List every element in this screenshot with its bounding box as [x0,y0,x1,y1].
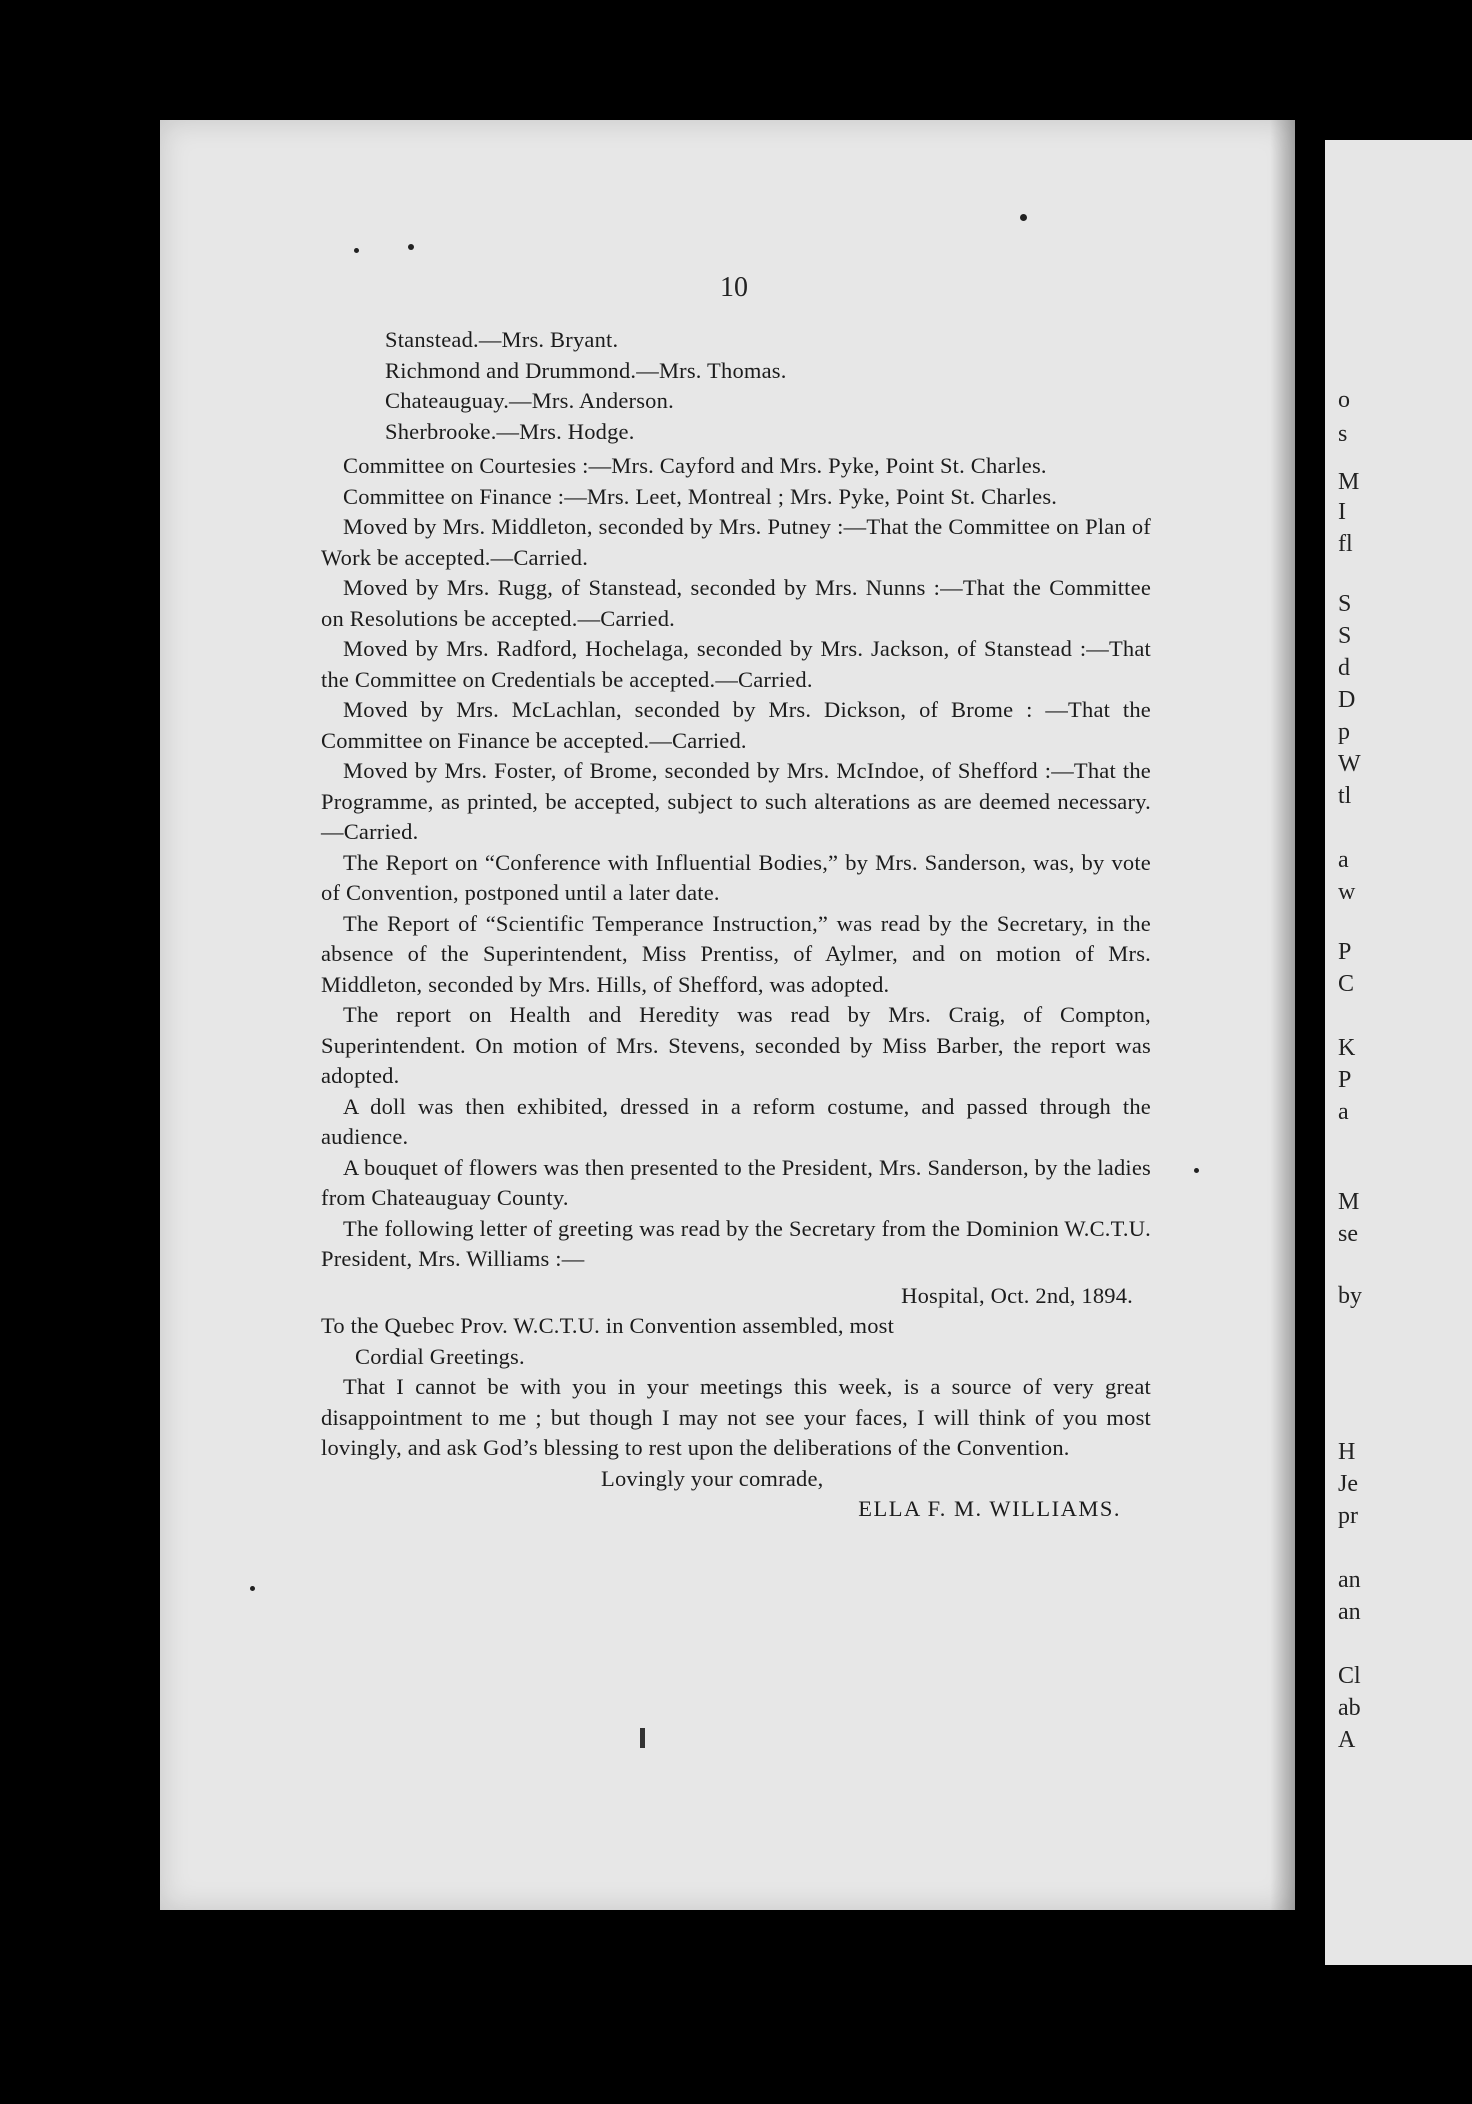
adjacent-page-fragment: p [1338,719,1350,745]
minutes-paragraph: Moved by Mrs. Middleton, seconded by Mrs. Putney :—That the Committee on Plan of Work be accepted.—Carried. [321,514,1151,570]
letter-greeting: Cordial Greetings. [355,1343,525,1369]
scan-speck [354,248,359,253]
adjacent-page-fragment: by [1338,1283,1362,1309]
adjacent-page-fragment: H [1338,1439,1356,1465]
minutes-paragraph: The following letter of greeting was read by the Secretary from the Dominion W.C.T.U. President, Mrs. Williams :— [321,1215,1151,1271]
adjacent-page-fragment: s [1338,421,1348,447]
county-line: Chateauguay.—Mrs. Anderson. [385,388,674,413]
adjacent-page-fragment: ab [1338,1695,1361,1721]
minutes-paragraph: The report on Health and Heredity was read by Mrs. Craig, of Compton, Superintendent. On motion of Mrs. Stevens, seconded by Miss Barber, the report was adopted. [321,1002,1151,1088]
adjacent-page-fragment: an [1338,1567,1361,1593]
adjacent-page-fragment: pr [1338,1503,1358,1529]
letter-dateline: Hospital, Oct. 2nd, 1894. [901,1282,1133,1308]
adjacent-page-fragment: tl [1338,783,1352,809]
letter-signature: ELLA F. M. WILLIAMS. [858,1496,1121,1521]
adjacent-page-fragment: d [1338,655,1350,681]
letter-body: That I cannot be with you in your meetings this week, is a source of very great disappointment to me ; but though I may not see your faces, I will think of you most lovingly, and ask God’s blessing to rest upon the deliberations of the Convention. [321,1374,1151,1460]
minutes-paragraph: Moved by Mrs. Radford, Hochelaga, seconded by Mrs. Jackson, of Stanstead :—That the Committee on Credentials be accepted.—Carried. [321,636,1151,692]
adjacent-page-fragment: P [1338,939,1352,965]
county-line: Richmond and Drummond.—Mrs. Thomas. [385,357,787,383]
adjacent-page-fragment: an [1338,1599,1361,1625]
adjacent-page-fragment: M [1338,1189,1360,1215]
adjacent-page-fragment: a [1338,847,1349,873]
scan-speck [1020,214,1027,221]
adjacent-page-fragment: D [1338,687,1356,713]
minutes-paragraph: The Report on “Conference with Influential Bodies,” by Mrs. Sanderson, was, by vote of Convention, postponed until a later date. [321,849,1151,905]
county-line: Sherbrooke.—Mrs. Hodge. [385,418,635,444]
adjacent-page [1325,140,1472,1965]
minutes-paragraph: A doll was then exhibited, dressed in a reform costume, and passed through the audience. [321,1093,1151,1149]
minutes-paragraph: Committee on Finance :—Mrs. Leet, Montreal ; Mrs. Pyke, Point St. Charles. [343,483,1058,509]
adjacent-page-fragment: S [1338,623,1352,649]
minutes-paragraph: Committee on Courtesies :—Mrs. Cayford and Mrs. Pyke, Point St. Charles. [343,453,1047,478]
letter-address: To the Quebec Prov. W.C.T.U. in Convention assembled, most [321,1313,895,1338]
minutes-paragraph: Moved by Mrs. Rugg, of Stanstead, seconded by Mrs. Nunns :—That the Committee on Resolutions be accepted.—Carried. [321,575,1151,631]
adjacent-page-fragment: K [1338,1035,1356,1061]
adjacent-page-fragment: I [1338,499,1346,525]
minutes-paragraph: A bouquet of flowers was then presented to the President, Mrs. Sanderson, by the ladies from Chateauguay County. [321,1154,1151,1210]
scan-speck [408,244,414,250]
adjacent-page-fragment: w [1338,879,1356,905]
adjacent-page-fragment: Je [1338,1471,1358,1497]
scan-mark [640,1728,645,1748]
adjacent-page-fragment: W [1338,751,1361,777]
adjacent-page-fragment: o [1338,387,1350,413]
page-gutter-shadow [1270,120,1295,1910]
minutes-paragraph: Moved by Mrs. McLachlan, seconded by Mrs. Dickson, of Brome : —That the Committee on Finance be accepted.—Carried. [321,697,1151,753]
minutes-paragraph: The Report of “Scientific Temperance Instruction,” was read by the Secretary, in the absence of the Superintendent, Miss Prentiss, of Aylmer, and on motion of Mrs. Middleton, seconded by Mrs. Hills, of Shefford, was adopted. [321,910,1151,997]
page-number: 10 [720,272,748,303]
minutes-paragraph: Moved by Mrs. Foster, of Brome, seconded by Mrs. McIndoe, of Shefford :—That the Programme, as printed, be accepted, subject to such alterations as are deemed necessary.—Carried. [321,758,1151,844]
adjacent-page-fragment: P [1338,1067,1352,1093]
adjacent-page-fragment: S [1338,591,1352,617]
document-body [321,325,1151,1525]
adjacent-page-fragment: M [1338,469,1360,495]
adjacent-page-fragment: Cl [1338,1663,1361,1689]
adjacent-page-fragment: A [1338,1727,1356,1753]
county-line: Stanstead.—Mrs. Bryant. [385,327,619,352]
adjacent-page-fragment: C [1338,971,1355,997]
adjacent-page-fragment: a [1338,1099,1349,1125]
adjacent-page-fragment: fl [1338,531,1353,557]
scan-speck [250,1586,255,1591]
scan-speck [1194,1168,1199,1173]
adjacent-page-fragment: se [1338,1221,1358,1247]
letter-closing: Lovingly your comrade, [601,1465,824,1491]
